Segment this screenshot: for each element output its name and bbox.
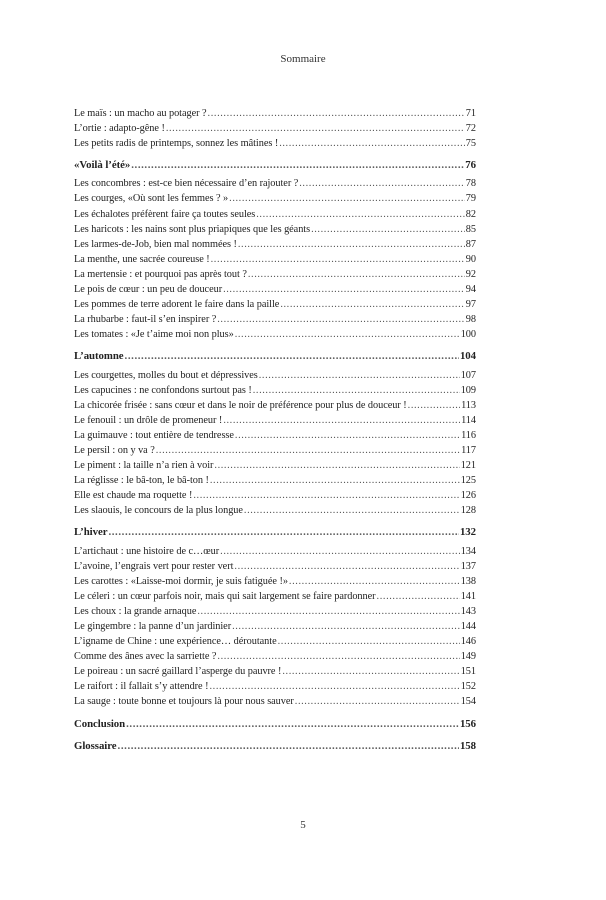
toc-entry-page: 92: [465, 268, 476, 280]
toc-entry-page: 149: [460, 651, 476, 663]
toc-entry-page: 90: [465, 253, 476, 265]
toc-entry-title: Conclusion: [74, 717, 126, 730]
toc-leader-dots: [131, 158, 464, 173]
toc-entry: [74, 136, 476, 151]
toc-entry-page: 126: [460, 490, 476, 502]
toc-entry-page: 75: [465, 138, 476, 150]
toc-entry-page: 156: [459, 717, 476, 730]
toc-entry-page: 78: [465, 178, 476, 190]
toc-leader-dots: [209, 679, 459, 694]
toc-entry: [74, 574, 476, 589]
toc-entry-title: Le persil : on y va ?: [74, 444, 155, 456]
toc-leader-dots: [235, 428, 460, 443]
toc-entry: [74, 191, 476, 206]
toc-entry-page: 125: [460, 475, 476, 487]
toc-entry-page: 98: [465, 314, 476, 326]
toc-entry-title: Le poireau : un sacré gaillard l’asperge du pauvre !: [74, 666, 282, 678]
toc-entry: [74, 368, 476, 383]
toc-leader-dots: [248, 267, 465, 282]
toc-entry-page: 141: [460, 590, 476, 602]
toc-entry-page: 79: [465, 193, 476, 205]
toc-entry-page: 158: [459, 739, 476, 752]
toc-entry-title: Le fenouil : un drôle de promeneur !: [74, 414, 223, 426]
toc-section-heading: [74, 717, 476, 732]
toc-entry-title: Glossaire: [74, 739, 117, 752]
toc-entry-page: 154: [460, 696, 476, 708]
toc-entry-page: 82: [465, 208, 476, 220]
toc-entry-title: Les choux : la grande arnaque: [74, 605, 197, 617]
toc-leader-dots: [377, 589, 460, 604]
toc-leader-dots: [234, 559, 459, 574]
toc-leader-dots: [295, 694, 460, 709]
toc-entry-title: Les petits radis de printemps, sonnez les mâtines !: [74, 138, 279, 150]
toc-leader-dots: [282, 664, 459, 679]
toc-entry-title: Les haricots : les nains sont plus priapiques que les géants: [74, 223, 311, 235]
toc-entry-title: La sauge : toute bonne et toujours là pour nous sauver: [74, 696, 294, 708]
page-header-title: Sommaire: [280, 53, 326, 65]
toc-entry-page: 152: [460, 681, 476, 693]
toc-entry: [74, 458, 476, 473]
toc-entry-title: L’hiver: [74, 526, 108, 539]
toc-section-heading: [74, 158, 476, 173]
toc-entry-title: Les capucines : ne confondons surtout pas !: [74, 384, 252, 396]
toc-entry: [74, 121, 476, 136]
toc-entry-page: 104: [459, 350, 476, 363]
toc-entry-title: La rhubarbe : faut-il s’en inspirer ?: [74, 314, 217, 326]
toc-entry: [74, 443, 476, 458]
toc-leader-dots: [256, 207, 465, 222]
toc-entry: [74, 649, 476, 664]
toc-entry-title: La mertensie : et pourquoi pas après tout ?: [74, 268, 247, 280]
toc-entry: [74, 207, 476, 222]
toc-entry: [74, 413, 476, 428]
toc-entry: [74, 473, 476, 488]
toc-leader-dots: [235, 327, 460, 342]
toc-entry-page: 109: [460, 384, 476, 396]
toc-leader-dots: [408, 398, 460, 413]
toc-entry: [74, 282, 476, 297]
toc-entry-page: 87: [465, 238, 476, 250]
toc-entry: [74, 222, 476, 237]
toc-entry: [74, 176, 476, 191]
toc-entry-title: La chicorée frisée : sans cœur et dans le noir de préférence pour plus de douceur !: [74, 399, 407, 411]
toc-entry: [74, 694, 476, 709]
toc-leader-dots: [210, 473, 460, 488]
toc-entry: [74, 252, 476, 267]
toc-entry-title: L’automne: [74, 350, 124, 363]
toc-entry: [74, 634, 476, 649]
toc-entry-page: 137: [460, 560, 476, 572]
toc-leader-dots: [118, 739, 459, 754]
toc-leader-dots: [259, 368, 460, 383]
toc-entry-page: 128: [460, 505, 476, 517]
toc-entry-title: Le céleri : un cœur parfois noir, mais qui sait largement se faire pardonner: [74, 590, 376, 602]
toc-entry-title: L’artichaut : une histoire de c…œur: [74, 545, 220, 557]
toc-leader-dots: [208, 106, 465, 121]
toc-entry: [74, 619, 476, 634]
toc-leader-dots: [217, 649, 459, 664]
toc-entry-title: L’ortie : adapto-gêne !: [74, 123, 165, 135]
toc-entry: [74, 428, 476, 443]
toc-entry-page: 107: [460, 369, 476, 381]
page-number: 5: [300, 819, 306, 831]
toc-leader-dots: [193, 488, 459, 503]
toc-entry: [74, 312, 476, 327]
toc-leader-dots: [223, 282, 465, 297]
toc-entry-title: Les pommes de terre adorent le faire dans la paille: [74, 299, 280, 311]
toc-entry-title: La réglisse : le bâ-ton, le bâ-ton !: [74, 475, 209, 487]
toc-entry-page: 144: [460, 621, 476, 632]
toc-entry: [74, 664, 476, 679]
table-of-contents: [74, 106, 476, 757]
toc-entry: [74, 589, 476, 604]
toc-entry-title: Les slaouis, le concours de la plus longue: [74, 505, 243, 517]
toc-entry-title: Les larmes-de-Job, bien mal nommées !: [74, 238, 237, 250]
toc-entry-page: 85: [465, 223, 476, 235]
toc-leader-dots: [214, 458, 459, 473]
toc-entry-page: 151: [460, 666, 476, 678]
toc-entry-page: 71: [465, 108, 476, 119]
toc-entry-title: Le gingembre : la panne d’un jardinier: [74, 621, 232, 632]
toc-entry-page: 72: [465, 123, 476, 135]
toc-entry: [74, 267, 476, 282]
toc-entry-page: 76: [465, 159, 476, 172]
toc-entry-title: Comme des ânes avec la sarriette ?: [74, 651, 217, 663]
toc-entry-page: 121: [460, 460, 476, 472]
toc-leader-dots: [197, 604, 459, 619]
toc-entry: [74, 383, 476, 398]
toc-entry: [74, 503, 476, 518]
toc-leader-dots: [244, 503, 460, 518]
toc-leader-dots: [156, 443, 460, 458]
toc-entry: [74, 559, 476, 574]
toc-entry: [74, 488, 476, 503]
toc-entry-page: 117: [461, 444, 476, 456]
toc-section-heading: [74, 739, 476, 754]
toc-entry-title: Les concombres : est-ce bien nécessaire d’en rajouter ?: [74, 178, 299, 190]
toc-entry-title: Elle est chaude ma roquette !: [74, 490, 193, 502]
toc-entry-title: Le pois de cœur : un peu de douceur: [74, 284, 223, 296]
toc-entry-page: 143: [460, 605, 476, 617]
toc-entry-title: «Voilà l’été»: [74, 159, 131, 172]
toc-entry-title: La guimauve : tout entière de tendresse: [74, 429, 234, 441]
toc-entry: [74, 544, 476, 559]
toc-leader-dots: [299, 176, 465, 191]
toc-leader-dots: [311, 222, 465, 237]
toc-entry-title: L’igname de Chine : une expérience… déroutante: [74, 636, 277, 648]
toc-leader-dots: [217, 312, 465, 327]
toc-section-heading: [74, 525, 476, 540]
toc-entry-page: 113: [461, 399, 476, 411]
toc-entry-page: 97: [465, 299, 476, 311]
toc-leader-dots: [108, 525, 459, 540]
toc-entry-page: 146: [460, 636, 476, 648]
toc-leader-dots: [125, 349, 459, 364]
toc-entry: [74, 679, 476, 694]
toc-leader-dots: [238, 237, 465, 252]
toc-entry-page: 138: [460, 575, 476, 587]
toc-entry-title: Les courges, «Où sont les femmes ? »: [74, 193, 229, 205]
toc-entry-page: 94: [465, 284, 476, 296]
toc-entry-page: 100: [460, 329, 476, 341]
toc-entry-title: Le raifort : il fallait s’y attendre !: [74, 681, 209, 693]
toc-leader-dots: [223, 413, 460, 428]
toc-leader-dots: [278, 634, 460, 649]
toc-entry: [74, 297, 476, 312]
toc-entry-title: Les tomates : «Je t’aime moi non plus»: [74, 329, 234, 341]
toc-leader-dots: [126, 717, 459, 732]
toc-entry-title: Les courgettes, molles du bout et dépressives: [74, 369, 258, 381]
toc-entry-title: Le piment : la taille n’a rien à voir: [74, 460, 214, 472]
toc-leader-dots: [289, 574, 460, 589]
toc-entry: [74, 106, 476, 121]
toc-entry-title: La menthe, une sacrée coureuse !: [74, 253, 210, 265]
toc-leader-dots: [229, 191, 465, 206]
toc-entry-title: L’avoine, l’engrais vert pour rester vert: [74, 560, 234, 572]
toc-entry: [74, 398, 476, 413]
toc-entry: [74, 237, 476, 252]
toc-entry: [74, 604, 476, 619]
toc-leader-dots: [232, 619, 460, 634]
toc-entry-title: Le maïs : un macho au potager ?: [74, 108, 207, 119]
toc-leader-dots: [279, 136, 465, 151]
toc-leader-dots: [220, 544, 460, 559]
toc-entry-page: 114: [461, 414, 476, 426]
toc-entry-page: 116: [461, 429, 476, 441]
toc-section-heading: [74, 349, 476, 364]
toc-entry: [74, 327, 476, 342]
toc-entry-title: Les échalotes préfèrent faire ça toutes seules: [74, 208, 256, 220]
toc-leader-dots: [166, 121, 465, 136]
toc-entry-title: Les carottes : «Laisse-moi dormir, je suis fatiguée !»: [74, 575, 288, 587]
toc-leader-dots: [211, 252, 465, 267]
toc-leader-dots: [280, 297, 464, 312]
toc-entry-page: 134: [460, 545, 476, 557]
toc-leader-dots: [253, 383, 460, 398]
toc-entry-page: 132: [459, 526, 476, 539]
